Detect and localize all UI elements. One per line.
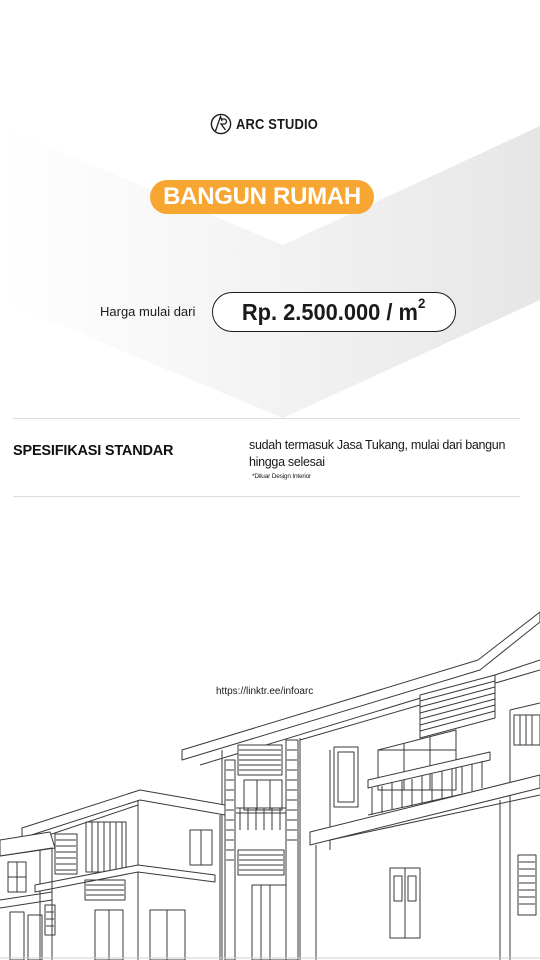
service-title-badge [150,180,374,214]
arc-monogram-icon [210,113,232,135]
price-label: Harga mulai dari [100,304,196,319]
house-sketch-illustration [0,600,540,960]
spec-description: sudah termasuk Jasa Tukang, mulai dari bangun hingga selesai [249,438,506,469]
price-amount: Rp. 2.500.000 / m [242,298,419,325]
spec-title: SPESIFIKASI STANDAR [13,443,174,459]
linktree-url[interactable]: https://linktr.ee/infoarc [216,686,314,697]
divider-bottom [13,496,520,497]
price-badge [212,292,456,332]
price-value [242,294,426,326]
spec-note: *Diluar Design Interior [252,473,311,480]
divider-top [13,418,520,419]
service-title: BANGUN RUMAH [163,183,361,210]
brand-name: ARC STUDIO [236,115,318,133]
brand-logo [210,112,331,136]
price-unit-superscript: 2 [418,294,426,311]
